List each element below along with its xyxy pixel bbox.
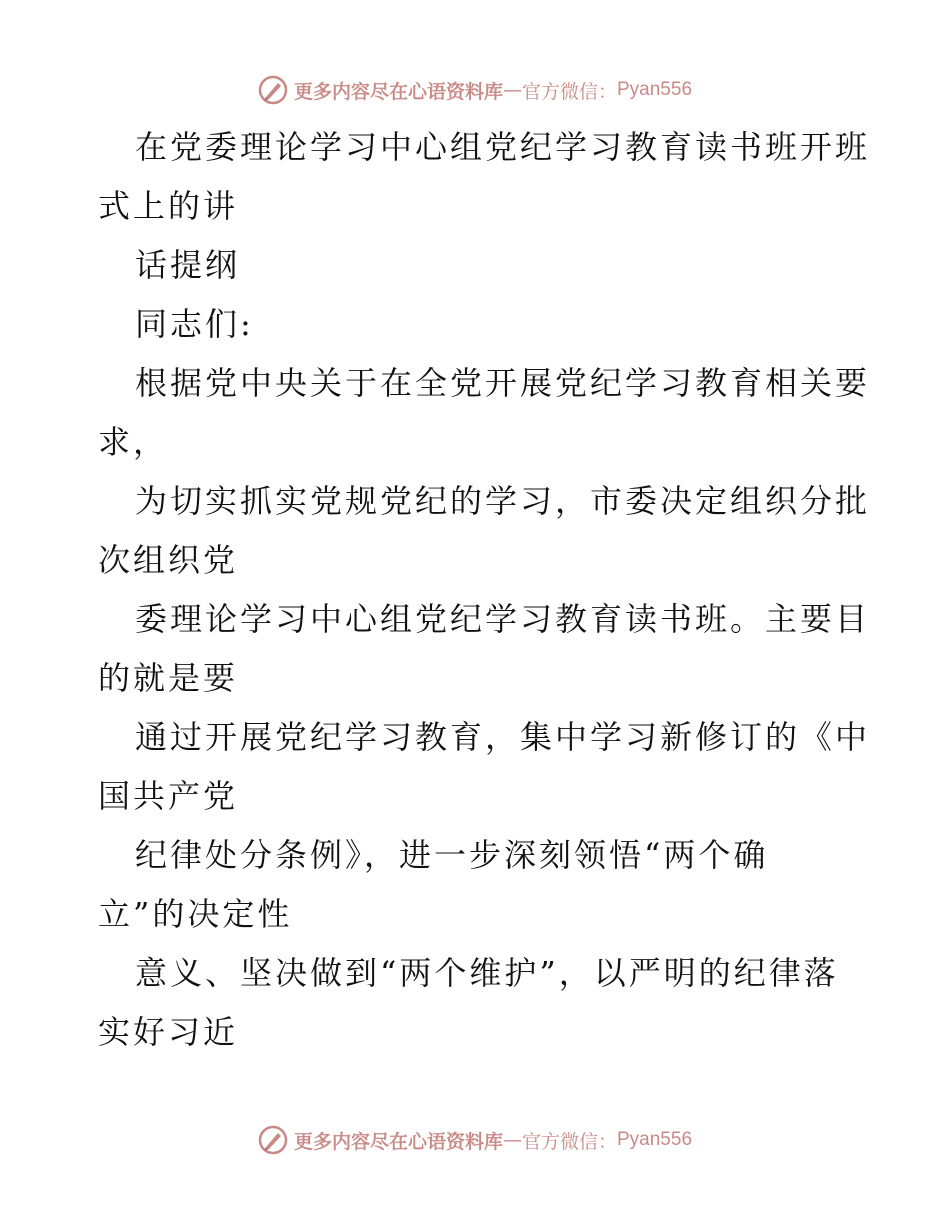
text-line: 的就是要 bbox=[98, 659, 239, 697]
text-line: 求， bbox=[98, 423, 169, 461]
text-line: 纪律处分条例》，进一步深刻领悟“两个确 bbox=[135, 836, 769, 874]
watermark-wechat-id: Pyan556 bbox=[617, 79, 693, 100]
text-line: 话提纲 bbox=[135, 246, 241, 284]
document-body bbox=[98, 118, 871, 1062]
text-line: 国共产党 bbox=[98, 777, 239, 815]
text-line: 同志们: bbox=[135, 305, 254, 343]
text-line: 委理论学习中心组党纪学习教育读书班。主要目 bbox=[135, 600, 871, 638]
footer-watermark bbox=[0, 1120, 950, 1160]
text-line: 意义、坚决做到“两个维护”，以严明的纪律落 bbox=[135, 954, 839, 992]
pen-logo-icon bbox=[258, 1125, 288, 1155]
text-line: 在党委理论学习中心组党纪学习教育读书班开班 bbox=[135, 128, 871, 166]
watermark-brand-text: 更多内容尽在心语资料库 bbox=[293, 80, 503, 103]
text-line: 式上的讲 bbox=[98, 187, 239, 225]
text-line: 实好习近 bbox=[98, 1013, 239, 1051]
watermark-wechat-label: 官方微信： bbox=[521, 80, 617, 103]
text-line: 根据党中央关于在全党开展党纪学习教育相关要 bbox=[135, 364, 871, 402]
pen-logo-icon bbox=[258, 75, 288, 105]
watermark-brand-text: 更多内容尽在心语资料库 bbox=[293, 1130, 503, 1153]
header-watermark bbox=[0, 70, 950, 110]
text-line: 通过开展党纪学习教育，集中学习新修订的《中 bbox=[135, 718, 871, 756]
watermark-wechat-label: 官方微信： bbox=[521, 1130, 617, 1153]
watermark-separator: — bbox=[502, 79, 522, 101]
watermark-separator: — bbox=[502, 1129, 522, 1151]
text-line: 次组织党 bbox=[98, 541, 239, 579]
text-line: 为切实抓实党规党纪的学习，市委决定组织分批 bbox=[135, 482, 871, 520]
text-line: 立”的决定性 bbox=[98, 895, 293, 933]
watermark-wechat-id: Pyan556 bbox=[617, 1129, 693, 1150]
